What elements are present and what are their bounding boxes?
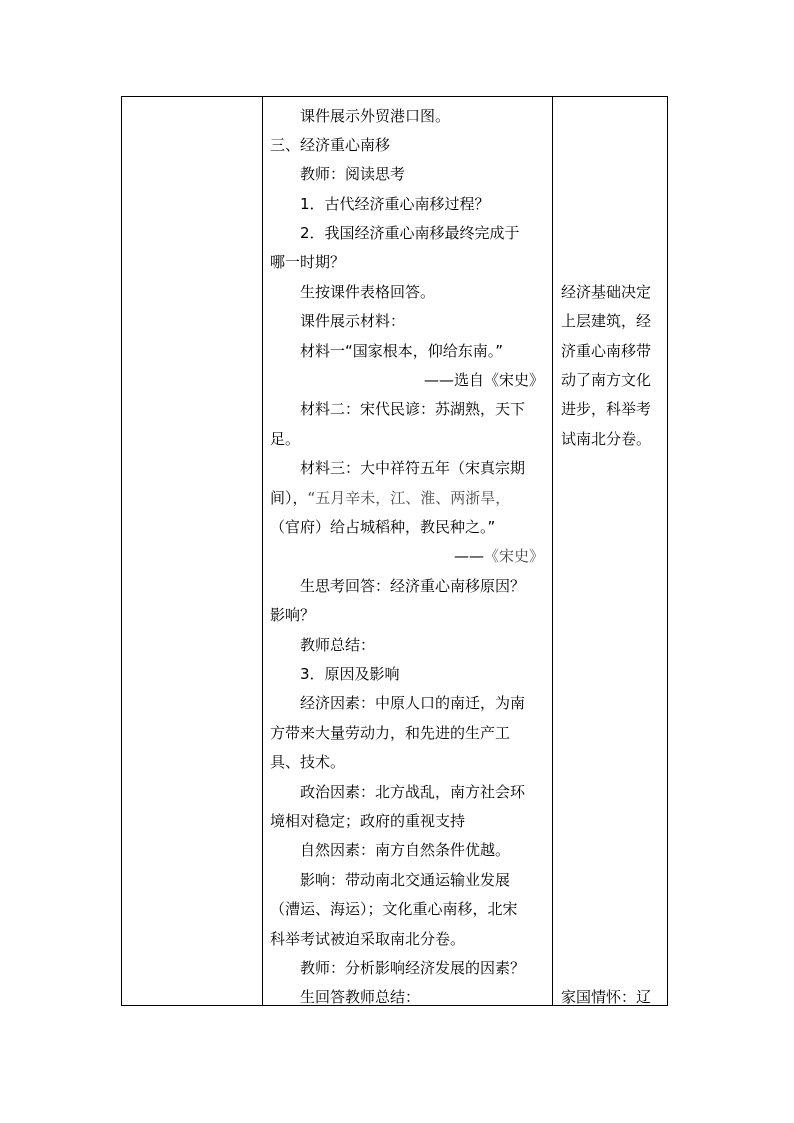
material-text: 间）， xyxy=(270,489,308,507)
text-line: 具、技术。 xyxy=(270,753,346,771)
material-line: （官府）给占城稻种，教民种之。” xyxy=(270,518,496,536)
material-line: 足。 xyxy=(270,430,301,448)
book-title: 《宋史》 xyxy=(483,547,544,565)
intent-line: 动了南方文化 xyxy=(561,371,652,389)
text-line: 影响：带动南北交通运输业发展 xyxy=(300,871,511,889)
source-citation: ——选自《宋史》 xyxy=(423,371,544,389)
material-line: 材料二：宋代民谚：苏湖熟，天下 xyxy=(300,400,526,418)
question-line: 哪一时期？ xyxy=(270,253,346,271)
text-line: 教师总结： xyxy=(300,636,376,654)
text-line: 自然因素：南方自然条件优越。 xyxy=(300,841,511,859)
intent-line: 试南北分卷。 xyxy=(561,430,652,448)
text-line: 教师：分析影响经济发展的因素？ xyxy=(300,959,526,977)
lesson-table xyxy=(121,96,668,1006)
intent-line: 济重心南移带 xyxy=(561,342,652,360)
text-line: 生回答教师总结： xyxy=(300,988,421,1006)
material-line: 材料一“国家根本，仰给东南。” xyxy=(300,342,504,360)
material-line xyxy=(270,488,510,508)
question-line: 2．我国经济重心南移最终完成于 xyxy=(300,224,520,242)
text-line: 经济因素：中原人口的南迁，为南 xyxy=(300,694,526,712)
material-line: 材料三：大中祥符五年（宋真宗期 xyxy=(300,459,526,477)
table-column-middle xyxy=(263,97,553,1005)
text-line: 课件展示外贸港口图。 xyxy=(300,107,451,125)
subheading: 3．原因及影响 xyxy=(300,665,400,683)
intent-line: 上层建筑，经 xyxy=(561,312,652,330)
text-line: 生思考回答：经济重心南移原因？ xyxy=(300,577,526,595)
quoted-text: “五月辛未，江、淮、两浙旱， xyxy=(307,489,511,507)
intent-line: 进步，科举考 xyxy=(561,400,652,418)
text-line: 影响？ xyxy=(270,606,316,624)
dash-text: —— xyxy=(453,547,484,565)
text-line: 境相对稳定；政府的重视支持 xyxy=(270,812,466,830)
intent-line: 经济基础决定 xyxy=(561,283,652,301)
text-line: 政治因素：北方战乱，南方社会环 xyxy=(300,783,526,801)
intent-line: 家国情怀：辽 xyxy=(561,988,652,1006)
text-line: 方带来大量劳动力，和先进的生产工 xyxy=(270,724,511,742)
question-line: 1．古代经济重心南移过程？ xyxy=(300,195,490,213)
table-column-left xyxy=(122,97,263,1005)
text-line: 科举考试被迫采取南北分卷。 xyxy=(270,930,466,948)
source-citation xyxy=(454,546,544,566)
text-line: 教师：阅读思考 xyxy=(300,165,406,183)
text-line: 课件展示材料： xyxy=(300,312,406,330)
text-line: 生按课件表格回答。 xyxy=(300,283,436,301)
section-heading: 三、经济重心南移 xyxy=(270,136,391,154)
text-line: （漕运、海运）；文化重心南移，北宋 xyxy=(270,900,518,918)
table-column-right xyxy=(553,97,667,1005)
